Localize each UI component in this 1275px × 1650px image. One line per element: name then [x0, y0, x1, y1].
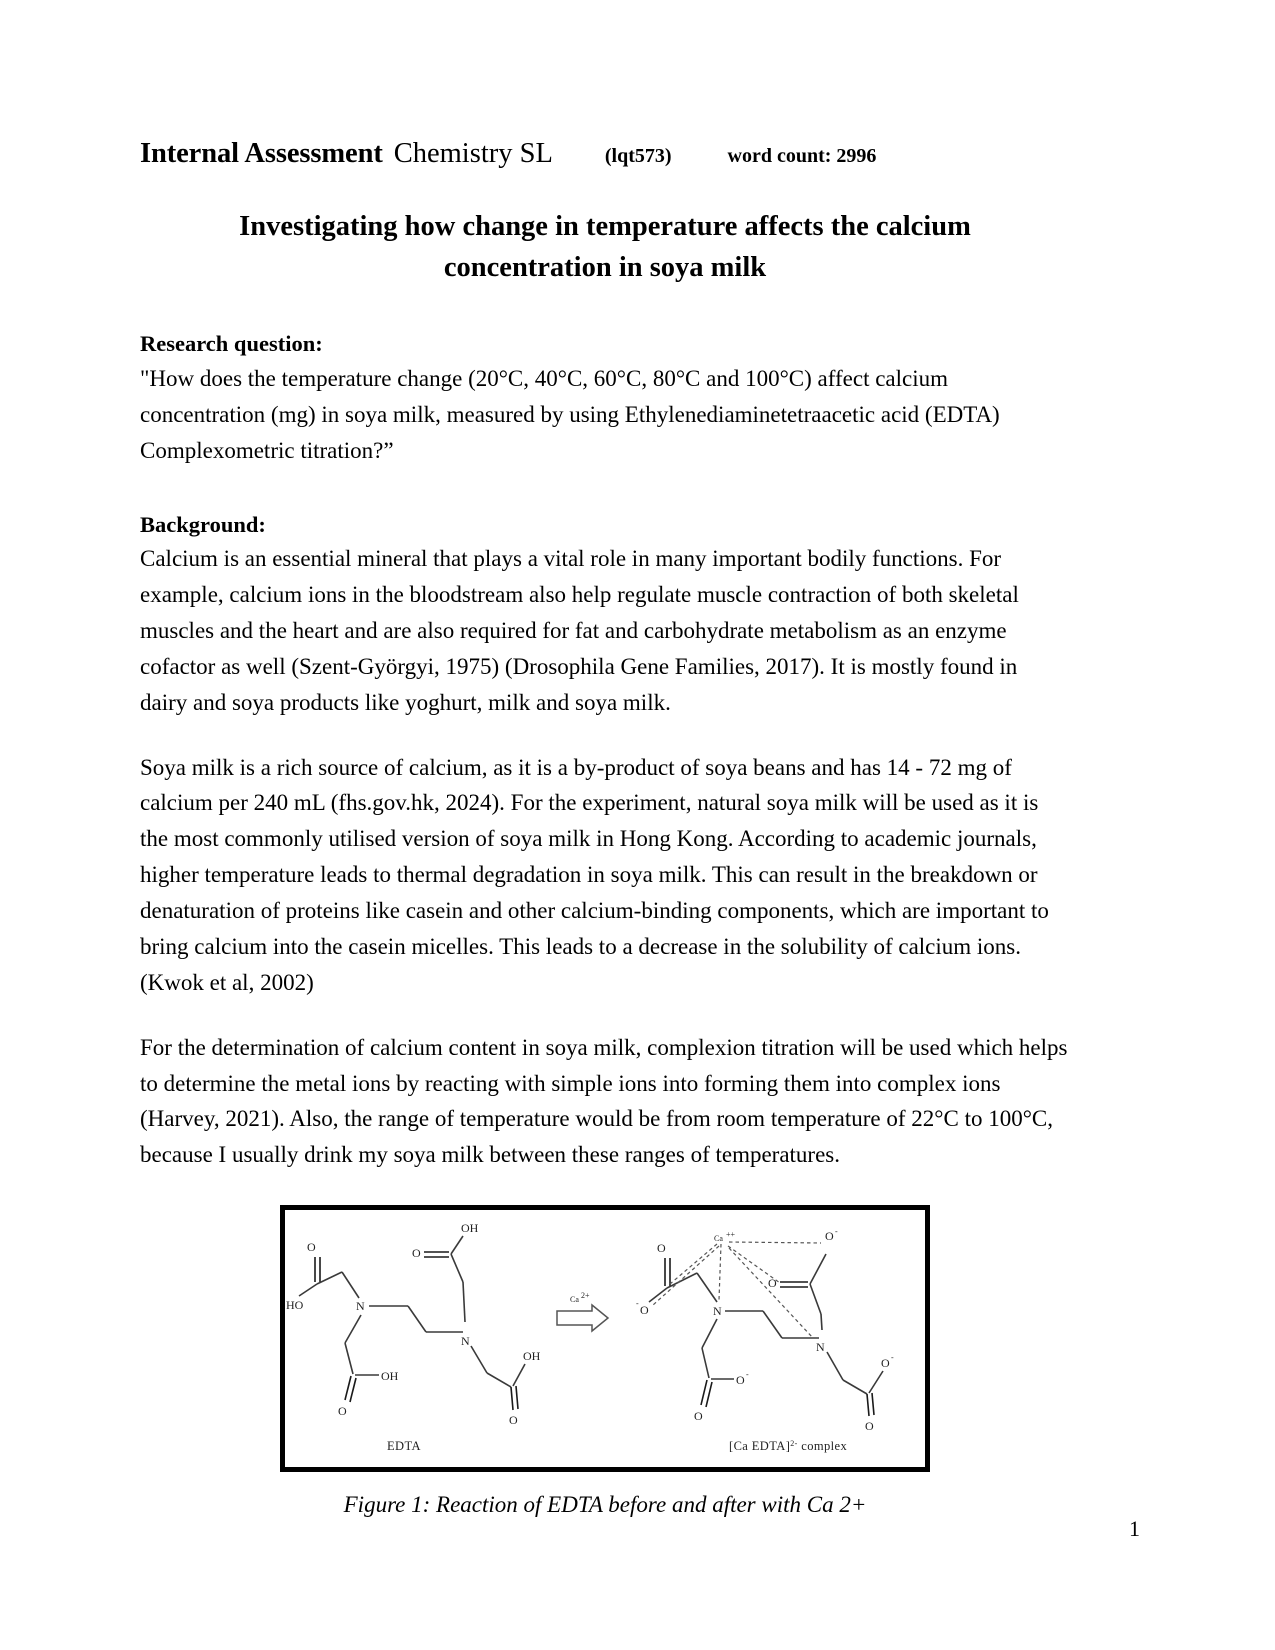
atom-label-ho: HO: [286, 1298, 304, 1313]
word-count-label: word count: 2996: [727, 145, 877, 167]
figure-1-container: [140, 1205, 1070, 1518]
atom-label-n-left: N: [356, 1299, 365, 1314]
background-body: Calcium is an essential mineral that plays a vital role in many important bodily functions. For example, calcium ions in the bloodstream also help regulate muscle contraction of both skeletal muscles and the heart and are also required for fat and carbohydrate metabolism as an enzyme cofactor as well (Szent-Györgyi, 1975) (Drosophila Gene Families, 2017). It is mostly found in dairy and soya products like yoghurt, milk and soya milk.: [140, 546, 1019, 715]
figure-1-image: [280, 1205, 930, 1472]
atom-label-n-right: N: [713, 1304, 722, 1319]
document-header: [140, 138, 1070, 169]
research-question-heading: Research question:: [140, 331, 323, 357]
atom-label-o-2: O: [338, 1404, 347, 1419]
research-question-body: "How does the temperature change (20°C, 40°C, 60°C, 80°C and 100°C) affect calcium concentration (mg) in soya milk, measured by using Ethylenediaminetetraacetic acid (EDTA) Complexometric titration?”: [140, 365, 1000, 463]
atom-label-o: O: [307, 1240, 316, 1255]
atom-label-o-9: O: [694, 1409, 703, 1424]
atom-label-minus-2: -: [835, 1227, 838, 1237]
atom-label-minus-4: -: [891, 1353, 894, 1363]
arrow-label-charge: 2+: [581, 1291, 590, 1301]
atom-label-o-12: O: [881, 1356, 890, 1371]
candidate-code-label: (lqt573): [604, 145, 672, 167]
atom-label-n-right-2: N: [816, 1340, 825, 1355]
atom-label-o-7: O: [825, 1229, 834, 1244]
atom-label-oh: OH: [381, 1369, 399, 1384]
atom-label-o-6: O: [640, 1303, 649, 1318]
figure-right-label: [Ca EDTA]$^{2-}$ complex: [729, 1439, 848, 1454]
page-title: Investigating how change in temperature affects the calcium concentration in soya milk: [239, 211, 971, 283]
page-content: [140, 0, 1070, 1518]
atom-label-o-3: O: [412, 1246, 421, 1261]
atom-label-o-10: O: [736, 1373, 745, 1388]
section-background: [140, 509, 1070, 1174]
atom-label-oh-2: OH: [461, 1221, 479, 1236]
edta-reaction-diagram: [285, 1210, 925, 1467]
background-paragraph-2: Soya milk is a rich source of calcium, as it is a by-product of soya beans and has 14 - 72 mg of calcium per 240 mL (fhs.gov.hk, 2024). For the experiment, natural soya milk will be used as it is the most commonly utilised version of soya milk in Hong Kong. According to academic journals, higher temperature leads to thermal degradation in soya milk. This can result in the breakdown or denaturation of proteins like casein and other calcium-binding components, which are important to bring calcium into the casein micelles. This leads to a decrease in the solubility of calcium ions. (Kwok et al, 2002): [140, 754, 1049, 995]
atom-label-oh-3: OH: [523, 1349, 541, 1364]
subject-label: Chemistry SL: [393, 138, 553, 169]
page-number: 1: [1129, 1516, 1140, 1541]
figure-1-caption: Figure 1: Reaction of EDTA before and after with Ca 2+: [343, 1492, 867, 1518]
atom-label-minus-3: -: [746, 1370, 749, 1380]
assessment-type-label: Internal Assessment: [140, 138, 383, 169]
atom-label-o-5: O: [657, 1241, 666, 1256]
atom-label-o-8: O: [768, 1276, 777, 1291]
section-research-question: [140, 328, 1070, 468]
atom-label-ca: Ca: [714, 1234, 723, 1244]
atom-label-minus: -: [636, 1299, 639, 1309]
atom-label-n-left-2: N: [461, 1334, 470, 1349]
arrow-label-ca: Ca: [570, 1295, 579, 1305]
atom-label-o-4: O: [509, 1413, 518, 1428]
figure-left-label: EDTA: [387, 1439, 421, 1454]
atom-label-o-11: O: [865, 1419, 874, 1434]
background-heading: Background:: [140, 511, 266, 537]
atom-label-ca-charge: ++: [726, 1230, 736, 1240]
background-paragraph-3: For the determination of calcium content in soya milk, complexion titration will be used which helps to determine the metal ions by reacting with simple ions into forming them into complex ions (Harvey, 2021). Also, the range of temperature would be from room temperature of 22°C to 100°C, because I usually drink my soya milk between these ranges of temperatures.: [140, 1034, 1068, 1168]
